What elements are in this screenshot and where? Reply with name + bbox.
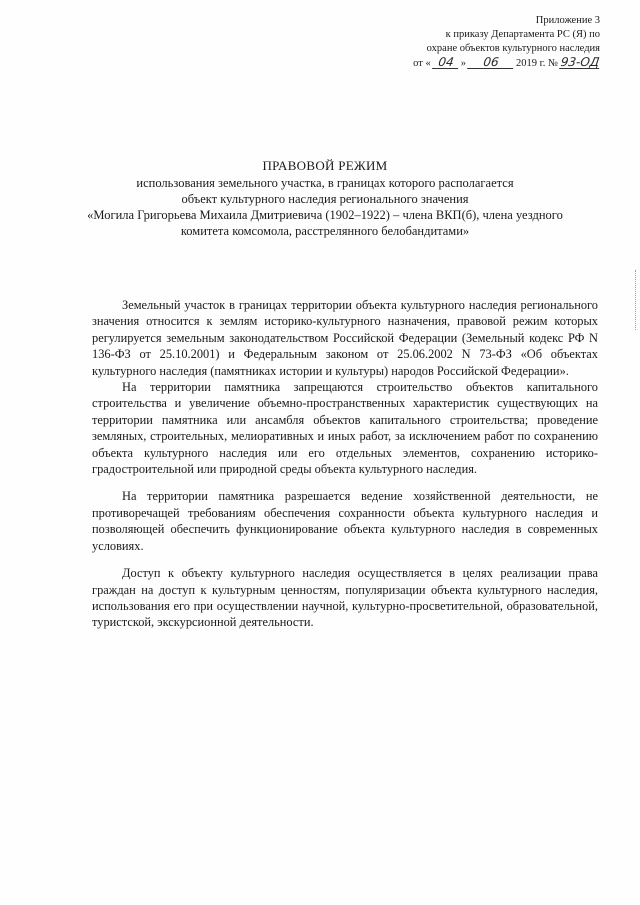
title-line: использования земельного участка, в границах которого располагается [136,176,514,190]
order-reference: к приказу Департамента РС (Я) по [445,29,600,40]
paragraph: Доступ к объекту культурного наследия осуществляется в целях реализации права граждан на доступ к культурным ценностям, популяризации объекта культурного наследия, использования его при осуществлении научной, культурно-просветительной, образовательной, туристской, экскурсионной деятельности. [92,566,598,630]
title-line: «Могила Григорьева Михаила Дмитриевича (1902–1922) – члена ВКП(б), члена уездного [87,208,563,222]
order-date-line [370,56,600,71]
handwritten-month: 06 [467,56,515,69]
title-line: объект культурного наследия регионального значения [181,192,469,206]
margin-scan-mark [631,270,636,330]
title-line: комитета комсомола, расстрелянного белобандитами» [180,224,470,238]
year-text: 2019 г. № [515,58,558,69]
handwritten-day: 04 [432,56,460,69]
handwritten-order-number: 93-ОД [559,55,601,69]
paragraph: На территории памятника разрешается ведение хозяйственной деятельности, не противоречащей требованиям обеспечения сохранности объекта культурного наследия и позволяющей обеспечить функционирование объекта культурного наследия в современных условиях. [92,489,598,553]
paragraph: Земельный участок в границах территории объекта культурного наследия регионального значения относится к землям историко-культурного назначения, правовой режим которых регулируется земельным законодательством Российской Федерации (Земельный кодекс РФ N 136-ФЗ от 25.10.2001) и Федеральным законом от 25.06.2002 N 73-ФЗ «Об объектах культурного наследия (памятниках истории и культуры) народов Российской Федерации». [92,298,598,378]
date-prefix: от « [413,58,431,69]
appendix-header [370,14,600,71]
department-name: охране объектов культурного наследия [426,43,600,54]
document-title: ПРАВОВОЙ РЕЖИМ [262,158,388,173]
document-title-block [60,158,590,239]
paragraph: На территории памятника запрещаются строительство объектов капитального строительства и увеличение объемно-пространственных характеристик существующих на территории памятника или ансамбля объектов капитального строительства; проведение земляных, строительных, мелиоративных и иных работ, за исключением работ по сохранению объекта культурного наследия или его отдельных элементов, сохранению историко-градостроительной или природной среды объекта культурного наследия. [92,380,598,477]
document-body [92,297,598,631]
appendix-label: Приложение 3 [535,15,600,26]
date-mid: » [460,58,466,69]
